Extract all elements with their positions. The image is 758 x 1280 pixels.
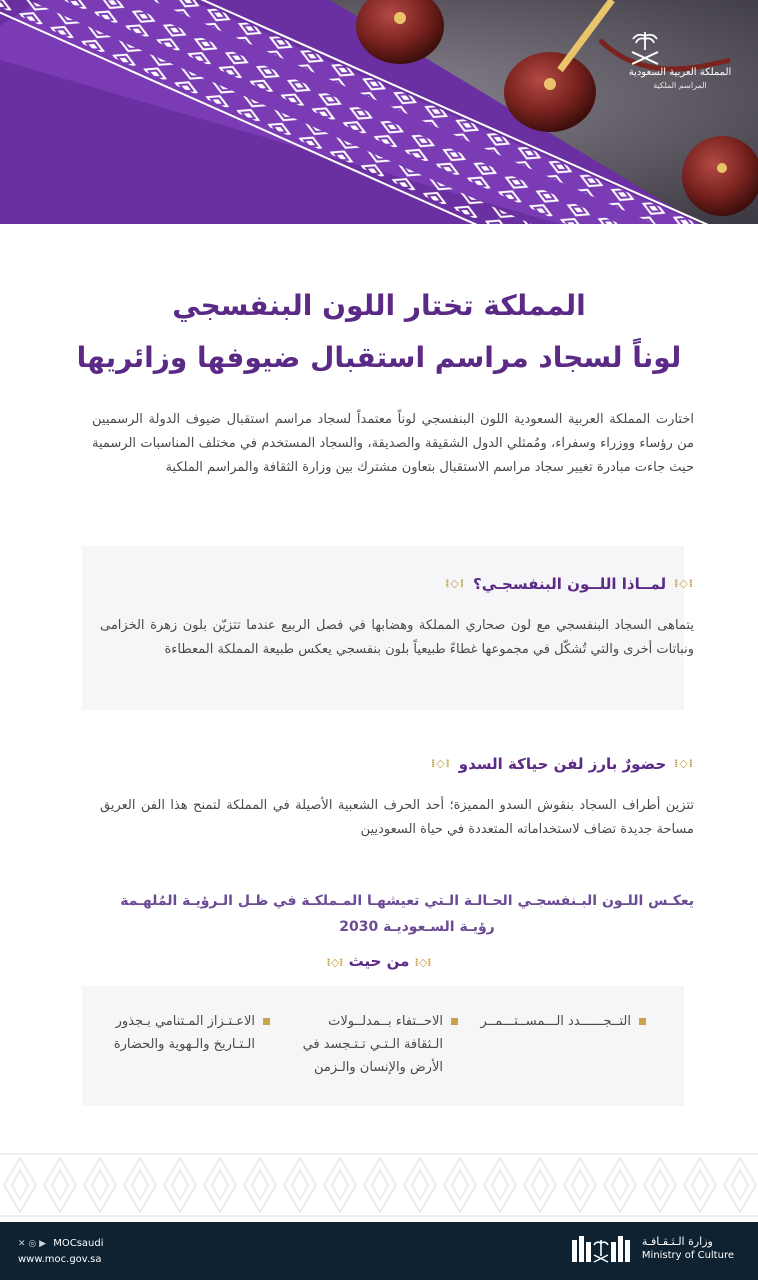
logo-text-protocol: المراسم الملكية (653, 81, 707, 90)
title-line-2: لوناً لسجاد مراسم استقبال ضيوفها وزائريها (76, 341, 682, 374)
vision-line-1: يعكـس اللـون البـنفسجـي الحـالـة الـتي تعيشهـا المـملكـة في ظـل الـرؤيـة المُلهـمة (120, 893, 694, 909)
bullet-icon (639, 1018, 646, 1025)
hero-banner (0, 0, 758, 224)
sadu-pattern-strip (0, 1150, 758, 1220)
ornament-icon: ⁞◇⁞ (674, 577, 694, 590)
point-renewal (476, 1010, 646, 1079)
ornament-icon: ⁞◇⁞ (326, 956, 344, 969)
social-handle-row[interactable] (18, 1236, 104, 1252)
why-purple-heading-text: لمــاذا اللــون البنفسجـي؟ (473, 575, 667, 593)
ornament-icon: ⁞◇⁞ (430, 757, 451, 770)
point-text: التــجــــــدد الـــمســتـــمــر (480, 1014, 631, 1029)
books-logo-icon (570, 1234, 632, 1264)
ministry-logo (570, 1234, 734, 1264)
point-text: الاعـتـزاز المـتنامي بـجذور الـتـاريخ والـهوية والحضارة (113, 1014, 255, 1052)
logo-text-kingdom: المملكة العربية السعودية (628, 67, 732, 78)
point-text: الاحــتفاء بــمدلــولات الـثقافة الـتـي تـتـجسد في الأرض والإنسان والـزمن (302, 1014, 443, 1075)
ministry-name (642, 1235, 734, 1263)
footer-contact (18, 1236, 104, 1267)
website-link[interactable]: www.moc.gov.sa (18, 1254, 102, 1265)
sadu-heading-text: حضورٌ بارز لفن حياكة السدو (458, 755, 667, 773)
bullet-icon (451, 1018, 458, 1025)
from-heading-text: من حيث (348, 952, 410, 970)
point-heritage (100, 1010, 270, 1079)
why-purple-body: يتماهى السجاد البنفسجي مع لون صحاري المملكة وهضابها في فصل الربيع عندما تتزيّن بلون زهرة الخزامى ونباتات أخرى والتي تُشكّل في مجموعها غطاءً طبيعياً بلون بنفسجي يعكس طبيعة المملكة المعطاءة (100, 618, 694, 657)
palm-swords-emblem-icon (628, 30, 662, 66)
sadu-heading (431, 752, 694, 776)
social-handle: MOCsaudi (53, 1238, 104, 1249)
footer (0, 1222, 758, 1280)
vision-statement (60, 888, 694, 940)
sadu-body: تتزين أطراف السجاد بنقوش السدو المميزة؛ أحد الحرف الشعبية الأصيلة في المملكة لتمنح هذا الفن العريق مساحة جديدة تضاف لاستخداماته المتعددة في حياة السعوديين (100, 798, 694, 837)
ornament-icon: ⁞◇⁞ (445, 577, 466, 590)
social-icons: ✕ ◎ ▶ (18, 1239, 47, 1249)
points-list (100, 1010, 646, 1079)
intro-paragraph: اختارت المملكة العربية السعودية اللون البنفسجي لوناً معتمداً لسجاد مراسم استقبال ضيوف الدولة الرسميين من رؤساء ووزراء وسفراء، ومُمثلي الدول الشقيقة والصديقة، والسجاد المستخدم في مختلف المناسبات الرسمية حيث جاءت مبادرة تغيير سجاد مراسم الاستقبال بتعاون مشترك بين وزارة الثقافة والمراسم الملكية (92, 412, 694, 475)
vision-line-2: رؤيـة السـعوديـة 2030 (339, 919, 495, 935)
bullet-icon (263, 1018, 270, 1025)
ornament-icon: ⁞◇⁞ (414, 956, 432, 969)
point-culture (288, 1010, 458, 1079)
title-line-1: المملكة تختار اللون البنفسجي (172, 289, 586, 322)
royal-protocol-logo (628, 30, 732, 92)
ornament-icon: ⁞◇⁞ (674, 757, 694, 770)
from-heading (0, 952, 758, 970)
why-purple-heading (445, 572, 694, 596)
ministry-name-ar: وزارة الـثـقـافـة (641, 1235, 713, 1248)
ministry-name-en: Ministry of Culture (641, 1250, 734, 1261)
page-title (0, 280, 758, 384)
